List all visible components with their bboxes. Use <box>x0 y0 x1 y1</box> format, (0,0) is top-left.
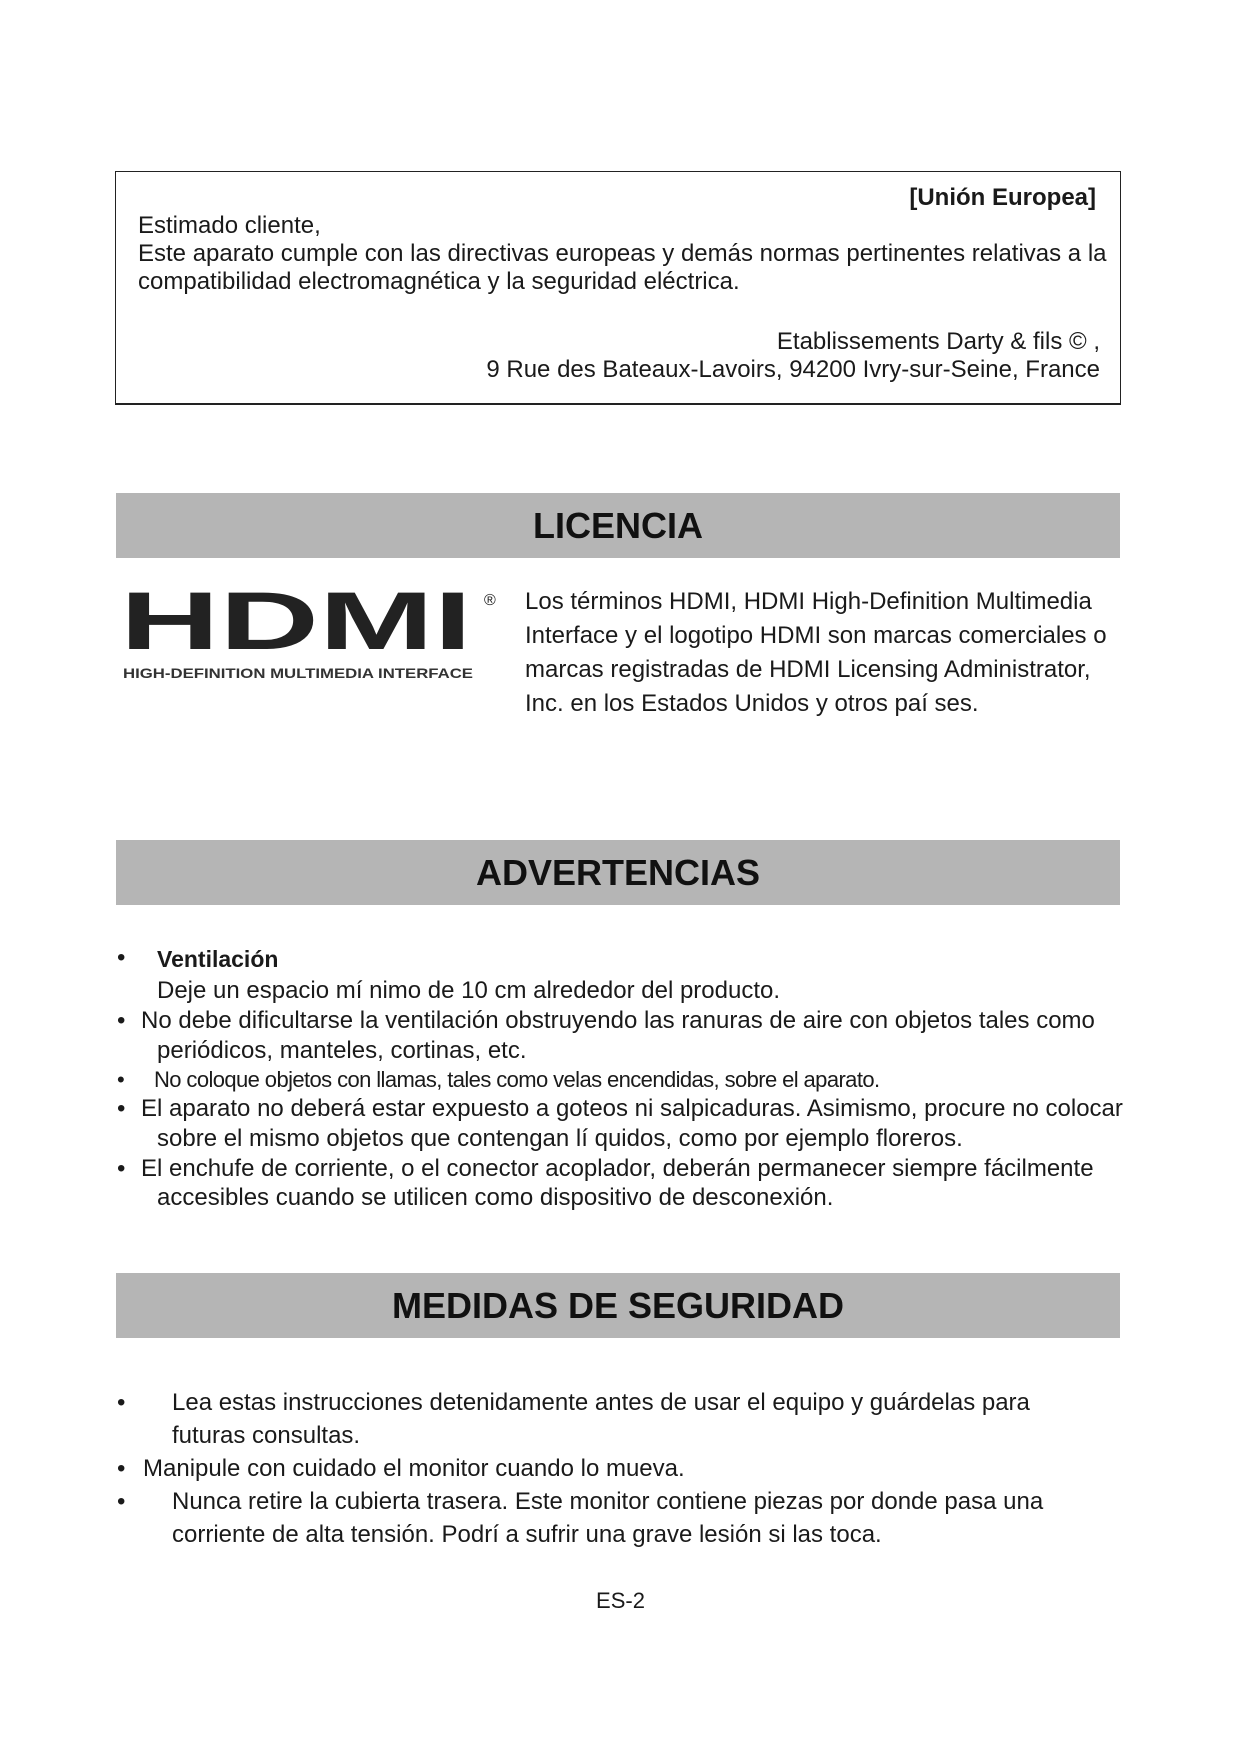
list-item <box>117 1094 1177 1124</box>
safety-list <box>117 1386 1117 1551</box>
eu-company-block <box>486 328 1100 384</box>
bullet: • <box>117 1155 126 1182</box>
bullet: • <box>117 1389 126 1416</box>
bullet: • <box>117 1488 126 1515</box>
bullet: • <box>117 1455 126 1482</box>
list-item <box>117 1154 1177 1184</box>
safety-text: Nunca retire la cubierta trasera. Este monitor contiene piezas por donde pasa una <box>172 1488 1044 1515</box>
safety-text: Lea estas instrucciones detenidamente antes de usar el equipo y guárdelas para <box>172 1389 1030 1416</box>
hdmi-logo-wordmark: HDMI <box>120 585 472 667</box>
company-name: Etablissements Darty & fils © , <box>776 328 1100 355</box>
warning-text: No debe dificultarse la ventilación obstruyendo las ranuras de aire con objetos tales como <box>141 1007 1095 1034</box>
warning-text-cont: sobre el mismo objetos que contengan lí quidos, como por ejemplo floreros. <box>157 1125 963 1152</box>
safety-heading: MEDIDAS DE SEGURIDAD <box>116 1273 1120 1338</box>
bullet: • <box>117 1007 126 1034</box>
list-item <box>117 944 1177 976</box>
hdmi-logo <box>120 585 502 685</box>
safety-text-cont: corriente de alta tensión. Podrí a sufrir una grave lesión si las toca. <box>172 1521 882 1548</box>
warning-text: El enchufe de corriente, o el conector acoplador, deberán permanecer siempre fácilmente <box>141 1155 1094 1182</box>
warning-text-cont: periódicos, manteles, cortinas, etc. <box>157 1037 527 1064</box>
bullet: • <box>117 944 126 971</box>
list-item <box>117 1066 1177 1094</box>
company-address: 9 Rue des Bateaux-Lavoirs, 94200 Ivry-sur-Seine, France <box>486 356 1100 383</box>
eu-body-text: Este aparato cumple con las directivas europeas y demás normas pertinentes relativas a la compatibilidad electromagnética y la seguridad eléctrica. <box>138 240 1107 295</box>
eu-greeting: Estimado cliente, <box>138 212 321 239</box>
license-heading: LICENCIA <box>116 493 1120 558</box>
bullet: • <box>117 1095 126 1122</box>
license-text: Los términos HDMI, HDMI High-Definition Multimedia Interface y el logotipo HDMI son marcas comerciales o marcas registradas de HDMI Licensing Administrator, Inc. en los Estados Unidos y otros paí ses. <box>525 588 1107 717</box>
ventilation-title: Ventilación <box>157 946 279 972</box>
warnings-list <box>117 944 1177 1212</box>
safety-text-cont: futuras consultas. <box>172 1422 361 1449</box>
eu-notice-box <box>115 171 1121 405</box>
warning-text: No coloque objetos con llamas, tales como velas encendidas, sobre el aparato. <box>154 1067 880 1092</box>
hdmi-logo-registered-mark: ® <box>484 592 496 609</box>
eu-region-label: [Unión Europea] <box>909 184 1096 211</box>
safety-text: Manipule con cuidado el monitor cuando lo mueva. <box>143 1455 685 1482</box>
list-item <box>117 1006 1177 1036</box>
list-item <box>117 1485 1117 1518</box>
bullet: • <box>117 1067 125 1092</box>
list-item <box>117 1452 1117 1485</box>
ventilation-text: Deje un espacio mí nimo de 10 cm alrededor del producto. <box>157 977 781 1004</box>
list-item <box>117 1386 1117 1419</box>
page-number: ES-2 <box>596 1588 645 1613</box>
hdmi-logo-tagline: HIGH-DEFINITION MULTIMEDIA INTERFACE <box>123 665 473 681</box>
warning-text: El aparato no deberá estar expuesto a goteos ni salpicaduras. Asimismo, procure no colocar <box>141 1095 1123 1122</box>
warning-text-cont: accesibles cuando se utilicen como dispositivo de desconexión. <box>157 1184 834 1211</box>
warnings-heading: ADVERTENCIAS <box>116 840 1120 905</box>
